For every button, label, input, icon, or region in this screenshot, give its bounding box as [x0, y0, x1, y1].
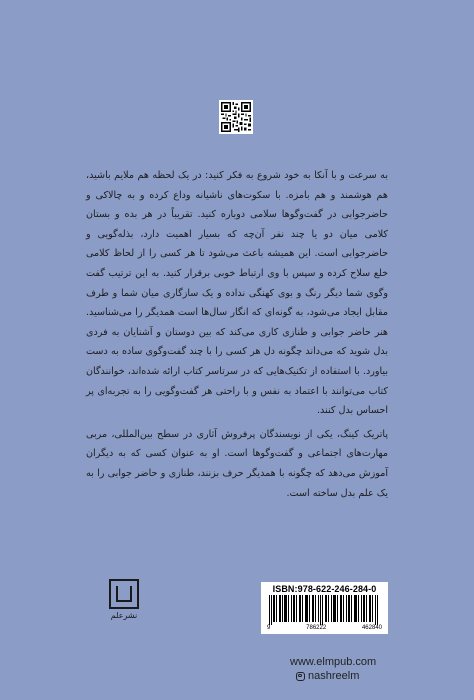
publisher-name: نشرعلم [110, 611, 138, 620]
isbn-barcode [261, 582, 388, 634]
isbn-label: ISBN:978-622-246-284-0 [272, 584, 377, 594]
barcode-digit-prefix: 9 [267, 625, 271, 631]
qr-code-icon [221, 102, 251, 132]
publisher-logo-icon [109, 579, 139, 609]
barcode-icon [265, 595, 384, 625]
instagram-icon [296, 672, 305, 681]
instagram-handle-row [296, 670, 359, 682]
back-cover-text [86, 166, 388, 503]
instagram-handle: nashreelm [308, 670, 360, 682]
author-bio-paragraph: پاتریک کینگ، یکی از نویسندگان پرفروش آثاری در سطح بین‌المللی، مربی مهارت‌های اجتماعی و گفت‌وگوها است. او به عنوان کسی که به دیگران آموزش می‌دهد که چگونه با همدیگر حرف بزنند، طنازی و حاضر جوابی را به یک علم بدل ساخته است. [86, 428, 388, 499]
description-paragraph: به سرعت و با آنکا به خود شروع به فکر کنید: در یک لحظه هم ملایم باشید، هم هوشمند و هم بامزه. با سکوت‌های ناشیانه وداع کرده و به چالاکی و حاضرجوابی در گفت‌وگوها سلامی دوباره کنید. تقریباً در هر بده و بستان کلامی میان دو یا چند نفر آن‌چه که بسیار اهمیت دارد، بذله‌گویی و حاضرجوابی است. این همیشه باعث می‌شود تا هر کسی را از لحاظ کلامی خلع سلاح کرده و سپس با وی ارتباط خوبی برقرار کنید. به این ترتیب گفت وگوی شما دیگر رنگ و بوی کهنگی نداده و یک سازگاری میان شما و طرف مقابل ایجاد می‌شود، به گونه‌ای که انگار سال‌ها است همدیگر را می‌شناسید. هنر حاضر جوابی و طنازی کاری می‌کند که بین دوستان و آشنایان به فردی بدل شوید که می‌داند چگونه دل هر کسی را با چند گفت‌وگوی ساده به دست بیاورد. با استفاده از تکنیک‌هایی که در سرتاسر کتاب ارائه شده‌اند، خوانندگان کتاب می‌توانند با اعتماد به نفس و با راحتی هر گفت‌وگویی را به تجربه‌ای پر احساس بدل کنند. [86, 170, 388, 417]
barcode-digits [265, 625, 384, 632]
barcode-digit-right: 462840 [361, 625, 382, 631]
publisher-logo [107, 579, 141, 627]
barcode-digit-left: 786222 [306, 625, 327, 631]
publisher-website: www.elmpub.com [290, 656, 377, 668]
qr-code [219, 100, 253, 134]
